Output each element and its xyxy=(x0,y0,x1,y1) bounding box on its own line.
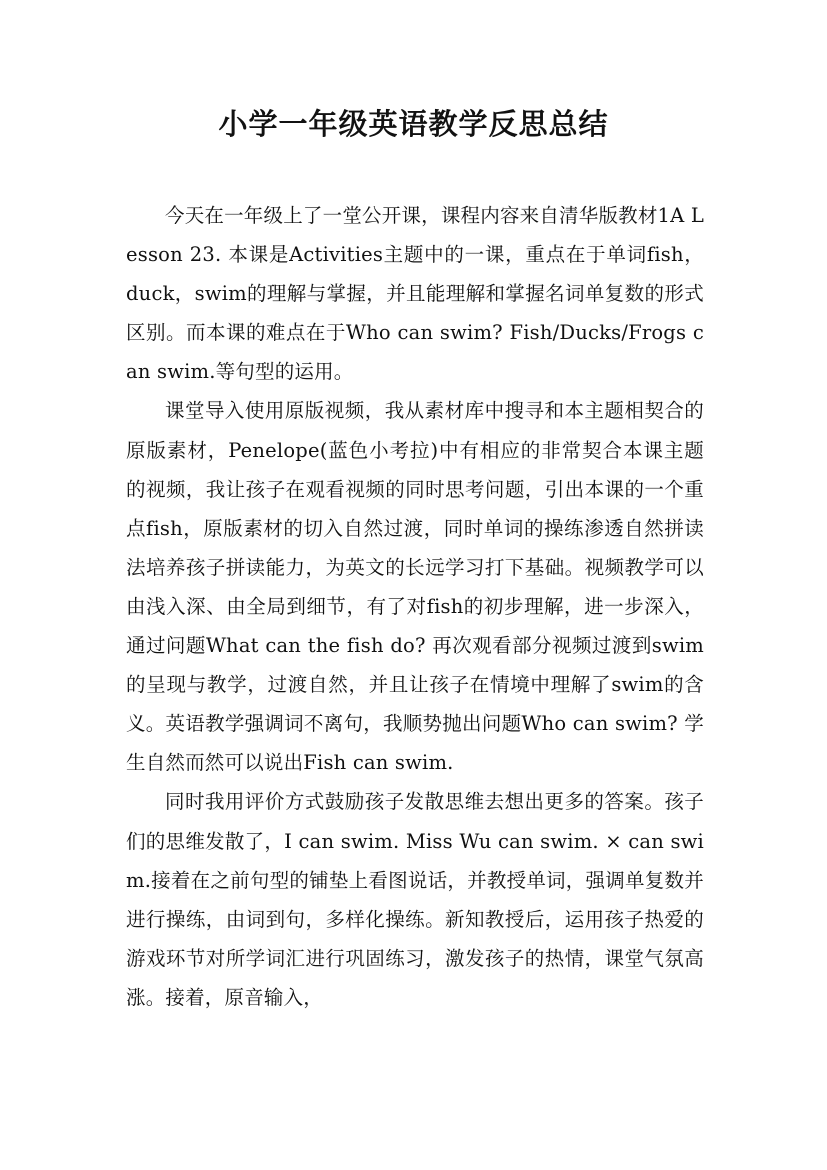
document-body xyxy=(126,196,704,1017)
paragraph-2: 课堂导入使用原版视频，我从素材库中搜寻和本主题相契合的原版素材，Penelope(蓝色小考拉)中有相应的非常契合本课主题的视频，我让孩子在观看视频的同时思考问题，引出本课的一个重点fish，原版素材的切入自然过渡，同时单词的操练渗透自然拼读法培养孩子拼读能力，为英文的长远学习打下基础。视频教学可以由浅入深、由全局到细节，有了对fish的初步理解，进一步深入，通过问题What can the fish do? 再次观看部分视频过渡到swim的呈现与教学，过渡自然，并且让孩子在情境中理解了swim的含义。英语教学强调词不离句，我顺势抛出问题Who can swim? 学生自然而然可以说出Fish can swim. xyxy=(126,399,704,775)
paragraph-3: 同时我用评价方式鼓励孩子发散思维去想出更多的答案。孩子们的思维发散了，I can swim. Miss Wu can swim. × can swim.接着在之前句型的铺垫上看图说话，并教授单词，强调单复数并进行操练，由词到句，多样化操练。新知教授后，运用孩子热爱的游戏环节对所学词汇进行巩固练习，激发孩子的热情，课堂气氛高涨。接着，原音输入， xyxy=(126,790,704,1009)
document-title: 小学一年级英语教学反思总结 xyxy=(218,107,609,141)
paragraph-1: 今天在一年级上了一堂公开课，课程内容来自清华版教材1A Lesson 23. 本课是Activities主题中的一课，重点在于单词fish，duck，swim的理解与掌握，并且能理解和掌握名词单复数的形式区别。而本课的难点在于Who can swim? Fish/Ducks/Frogs can swim.等句型的运用。 xyxy=(126,204,704,384)
